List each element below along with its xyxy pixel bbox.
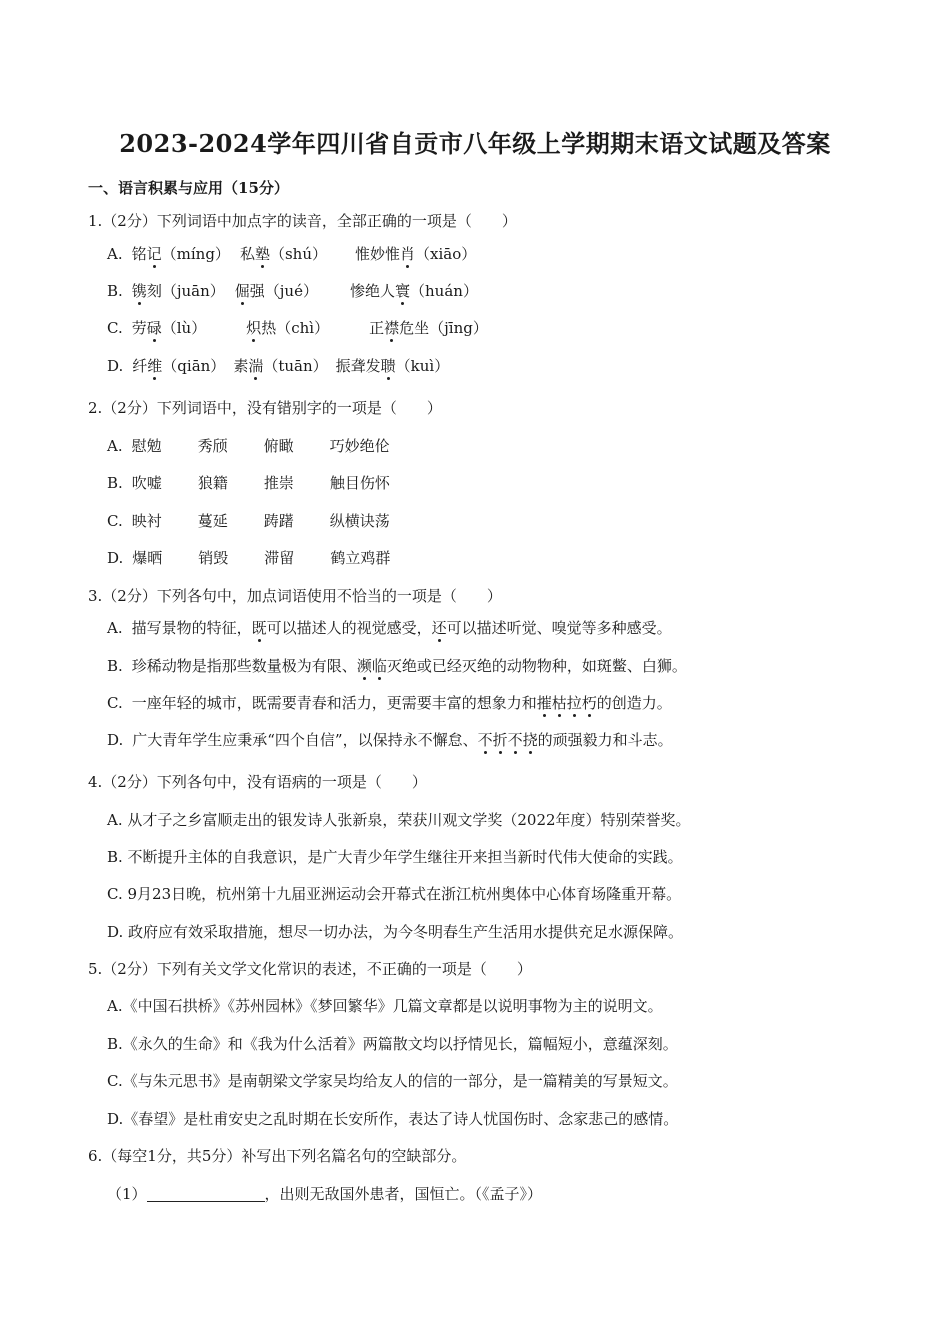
emphasis-dot-char: 摧 [536,694,552,712]
question-3-option-a: A. 描写景物的特征，既可以描述人的视觉感受，还可以描述听觉、嗅觉等多种感受。 [107,619,672,637]
emphasis-dot-char: 临 [371,657,387,675]
question-1-option-b: B. 镌刻（juān） 倔强（jué） 惨绝人寰（huán） [107,282,478,300]
emphasis-dot-word [478,731,538,749]
fill-in-blank[interactable] [147,1185,265,1202]
question-3-option-c: C. 一座年轻的城市，既需要青春和活力，更需要丰富的想象力和摧枯拉朽的创造力。 [107,694,672,712]
question-1-option-d: D. 纤维（qiān） 素湍（tuān） 振聋发聩（kuì） [107,357,450,375]
question-6-stem: 6.（每空1分，共5分）补写出下列名篇名句的空缺部分。 [88,1147,467,1165]
emphasis-dot-char: 镌 [131,282,147,300]
question-5-option-d: D.《春望》是杜甫安史之乱时期在长安所作，表达了诗人忧国伤时、念家悲己的感情。 [107,1110,679,1128]
question-3-option-d: D. 广大青年学生应秉承“四个自信”，以保持永不懈怠、不折不挠的顽强毅力和斗志。 [107,731,673,749]
emphasis-dot-char: 拉 [566,694,582,712]
question-2-option-d: D. 爆晒 销毁 滞留 鹤立鸡群 [107,549,391,567]
question-4-stem: 4.（2分）下列各句中，没有语病的一项是（ ） [88,773,427,791]
emphasis-dot-char: 襟 [384,319,400,337]
question-3-option-b: B. 珍稀动物是指那些数量极为有限、濒临灭绝或已经灭绝的动物物种，如斑鳖、白狮。 [107,657,687,675]
emphasis-dot-char: 维 [147,357,163,375]
question-3-stem: 3.（2分）下列各句中，加点词语使用不恰当的一项是（ ） [88,587,502,605]
emphasis-dot-word [357,657,387,675]
question-2-option-b: B. 吹嘘 狼籍 推崇 触目伤怀 [107,474,390,492]
emphasis-dot-char: 聩 [380,357,396,375]
emphasis-dot-word [537,694,597,712]
question-5-option-c: C.《与朱元思书》是南朝梁文学家吴均给友人的信的一部分，是一篇精美的写景短文。 [107,1072,678,1090]
emphasis-dot-char: 不 [507,731,523,749]
emphasis-dot-char: 炽 [246,319,262,337]
question-4-option-d: D. 政府应有效采取措施，想尽一切办法，为今冬明春生产生活用水提供充足水源保障。 [107,923,684,941]
emphasis-dot-char: 碌 [146,319,162,337]
emphasis-dot-char: 挠 [522,731,538,749]
question-4-option-b: B. 不断提升主体的自我意识，是广大青少年学生继往开来担当新时代伟大使命的实践。 [107,848,683,866]
question-4-option-a: A. 从才子之乡富顺走出的银发诗人张新泉，荣获川观文学奖（2022年度）特别荣誉奖。 [107,811,691,829]
emphasis-dot-char: 寰 [395,282,411,300]
question-1-option-c: C. 劳碌（lù） 炽热（chì） 正襟危坐（jīng） [107,319,488,337]
question-5-option-b: B.《永久的生命》和《我为什么活着》两篇散文均以抒情见长，篇幅短小，意蕴深刻。 [107,1035,678,1053]
emphasis-dot-char: 朽 [581,694,597,712]
emphasis-dot-char: 不 [477,731,493,749]
emphasis-dot-char: 枯 [551,694,567,712]
question-4-option-c: C. 9月23日晚，杭州第十九届亚洲运动会开幕式在浙江杭州奥体中心体育场隆重开幕。 [107,885,682,903]
question-1-option-a: A. 铭记（míng） 私塾（shú） 惟妙惟肖（xiāo） [107,245,477,263]
question-6-item-1: （1） ，出则无敌国外患者，国恒亡。（《孟子》） [107,1185,543,1203]
emphasis-dot-char: 既 [251,619,267,637]
question-2-stem: 2.（2分）下列词语中，没有错别字的一项是（ ） [88,399,442,417]
question-5-stem: 5.（2分）下列有关文学文化常识的表述，不正确的一项是（ ） [88,960,532,978]
page-title: 2023-2024学年四川省自贡市八年级上学期期末语文试题及答案 [119,129,831,158]
section-heading: 一、语言积累与应用（15分） [88,179,289,197]
question-1-stem: 1.（2分）下列词语中加点字的读音，全部正确的一项是（ ） [88,212,517,230]
emphasis-dot-char: 倔 [234,282,250,300]
emphasis-dot-char: 肖 [400,245,416,263]
emphasis-dot-char: 还 [431,619,447,637]
emphasis-dot-char: 湍 [248,357,264,375]
question-5-option-a: A.《中国石拱桥》《苏州园林》《梦回繁华》几篇文章都是以说明事物为主的说明文。 [107,997,663,1015]
emphasis-dot-char: 濒 [356,657,372,675]
emphasis-dot-char: 折 [492,731,508,749]
question-2-option-a: A. 慰勉 秀颀 俯瞰 巧妙绝伦 [107,437,390,455]
emphasis-dot-char: 塾 [254,245,270,263]
question-2-option-c: C. 映衬 蔓延 踌躇 纵横诀荡 [107,512,390,530]
emphasis-dot-char: 记 [146,245,162,263]
